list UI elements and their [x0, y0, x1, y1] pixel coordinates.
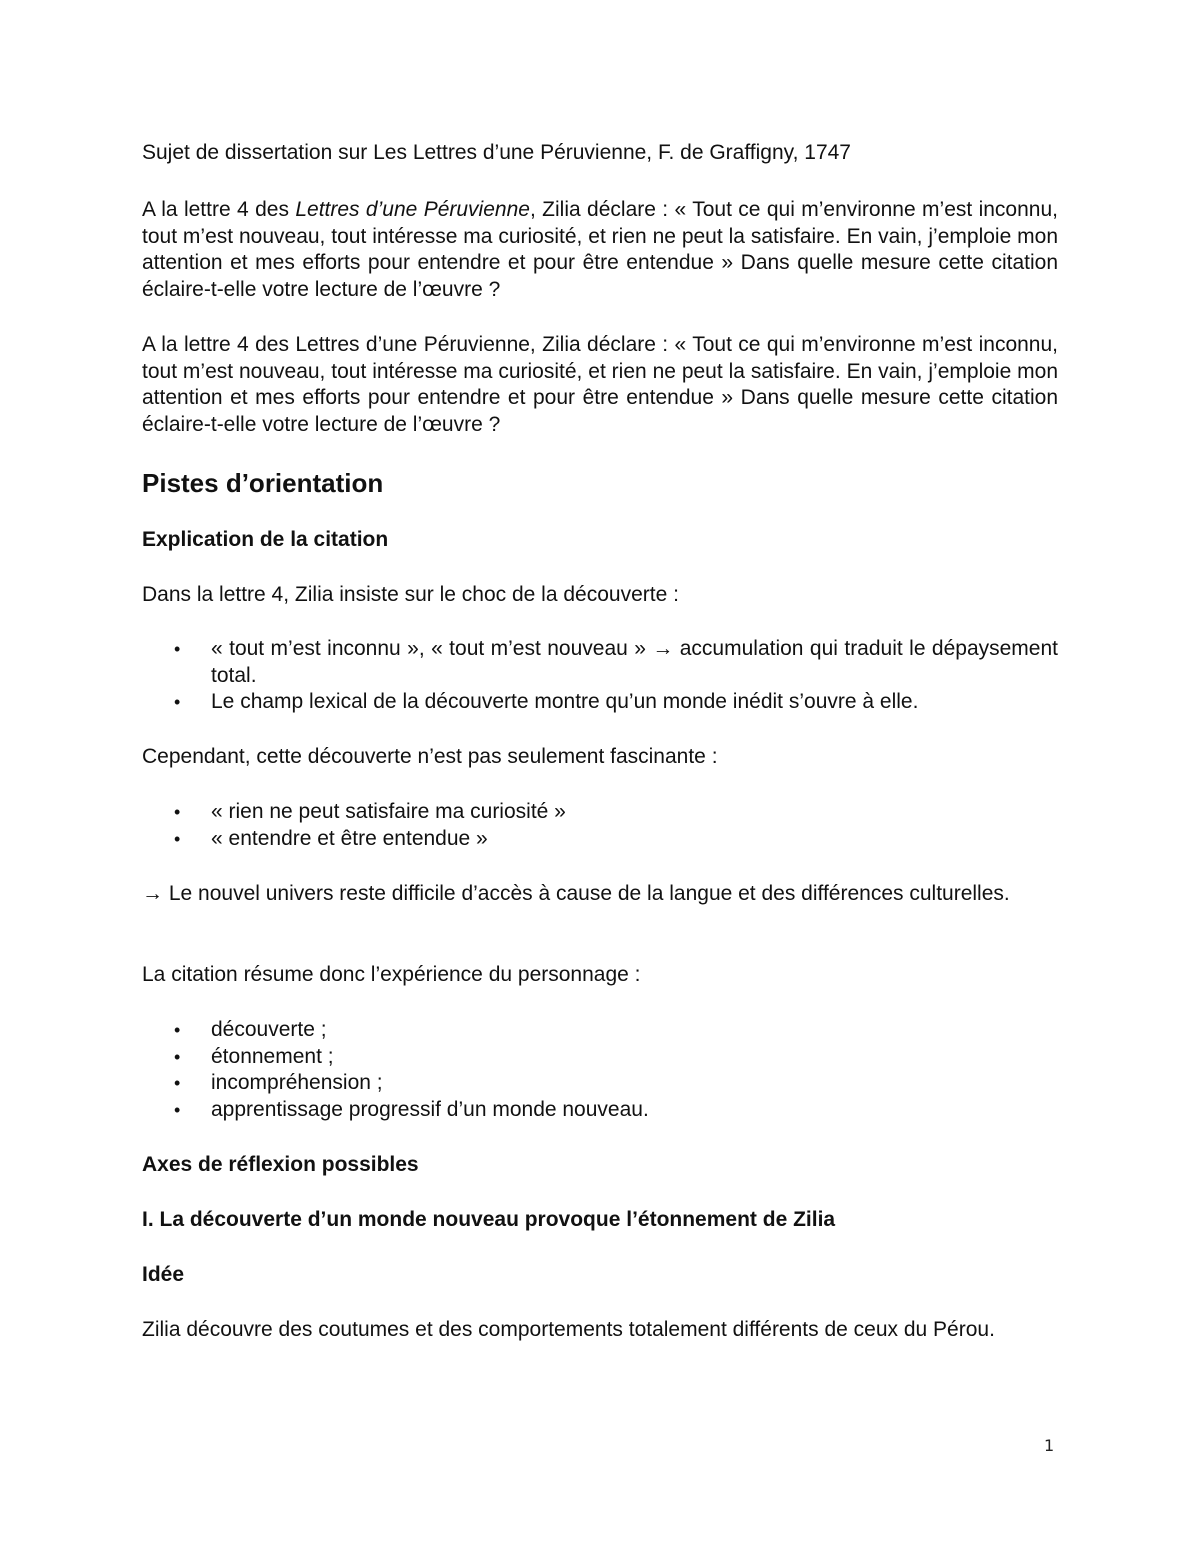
paragraph-citation-resume: La citation résume donc l’expérience du personnage :	[142, 963, 641, 986]
list-item	[142, 1044, 1058, 1071]
heading-pistes: Pistes d’orientation	[142, 468, 384, 498]
page-number: 1	[1044, 1436, 1055, 1455]
paragraph-zilia-decouvre: Zilia découvre des coutumes et des comportements totalement différents de ceux du Pérou.	[142, 1318, 995, 1341]
list-item-text: étonnement ;	[211, 1044, 334, 1068]
bullet-icon: •	[174, 1099, 181, 1120]
heading-part-1: I. La découverte d’un monde nouveau provoque l’étonnement de Zilia	[142, 1208, 836, 1231]
list-item	[142, 1097, 1058, 1124]
list-item	[142, 636, 1058, 689]
bullet-list-2	[142, 799, 1058, 852]
bullet-icon: •	[174, 1073, 181, 1093]
question1-text-end: , Zilia déclare : « Tout ce qui m’environne m’est inconnu, tout m’est nouveau, tout intéresse ma curiosité, et rien ne peut la satisfaire. En vain, j’emploie mon attention et mes efforts pour entendre et pour être entendue » Dans quelle mesure cette citation éclaire-t-elle votre lecture de l’œuvre ?	[142, 198, 1058, 301]
heading-explication: Explication de la citation	[142, 528, 389, 551]
bullet-icon: •	[174, 802, 181, 822]
question-paragraph-2: A la lettre 4 des Lettres d’une Péruvienne, Zilia déclare : « Tout ce qui m’environne m’est inconnu, tout m’est nouveau, tout intéresse ma curiosité, et rien ne peut la satisfaire. En vain, j’emploie mon attention et mes efforts pour entendre et pour être entendue » Dans quelle mesure cette citation éclaire-t-elle votre lecture de l’œuvre ?	[142, 333, 1058, 436]
list-item-text: découverte ;	[211, 1018, 327, 1041]
bullet-icon: •	[174, 828, 181, 849]
bullet-icon: •	[174, 1046, 181, 1067]
bullet-icon: •	[174, 639, 181, 659]
list-item-text: « tout m’est inconnu », « tout m’est nouveau » → accumulation qui traduit le dépaysement total.	[211, 637, 1058, 687]
heading-axes: Axes de réflexion possibles	[142, 1153, 419, 1176]
list-item	[142, 799, 1058, 826]
bullet-list-3	[142, 1017, 1058, 1123]
list-item-text: « entendre et être entendue »	[211, 826, 488, 850]
paragraph-nouvel-univers: → Le nouvel univers reste difficile d’accès à cause de la langue et des différences culturelles.	[142, 882, 1010, 905]
question1-book-title: Lettres d’une Péruvienne	[295, 198, 530, 221]
list-item-text: « rien ne peut satisfaire ma curiosité »	[211, 800, 566, 823]
document-title-line: Sujet de dissertation sur Les Lettres d’une Péruvienne, F. de Graffigny, 1747	[142, 141, 851, 164]
paragraph-dans-la-lettre: Dans la lettre 4, Zilia insiste sur le choc de la découverte :	[142, 583, 679, 606]
list-item	[142, 1070, 1058, 1097]
list-item-text: apprentissage progressif d’un monde nouveau.	[211, 1097, 649, 1121]
list-item	[142, 826, 1058, 853]
heading-idee: Idée	[142, 1263, 185, 1286]
bullet-list-1	[142, 636, 1058, 716]
question-paragraph-1	[142, 197, 1058, 303]
list-item	[142, 1017, 1058, 1044]
list-item	[142, 689, 1058, 716]
list-item-text: Le champ lexical de la découverte montre qu’un monde inédit s’ouvre à elle.	[211, 690, 919, 713]
question1-text-start: A la lettre 4 des	[142, 198, 296, 221]
bullet-icon: •	[174, 1020, 181, 1040]
list-item-text: incompréhension ;	[211, 1071, 383, 1094]
bullet-icon: •	[174, 692, 181, 712]
paragraph-cependant: Cependant, cette découverte n’est pas seulement fascinante :	[142, 745, 718, 768]
